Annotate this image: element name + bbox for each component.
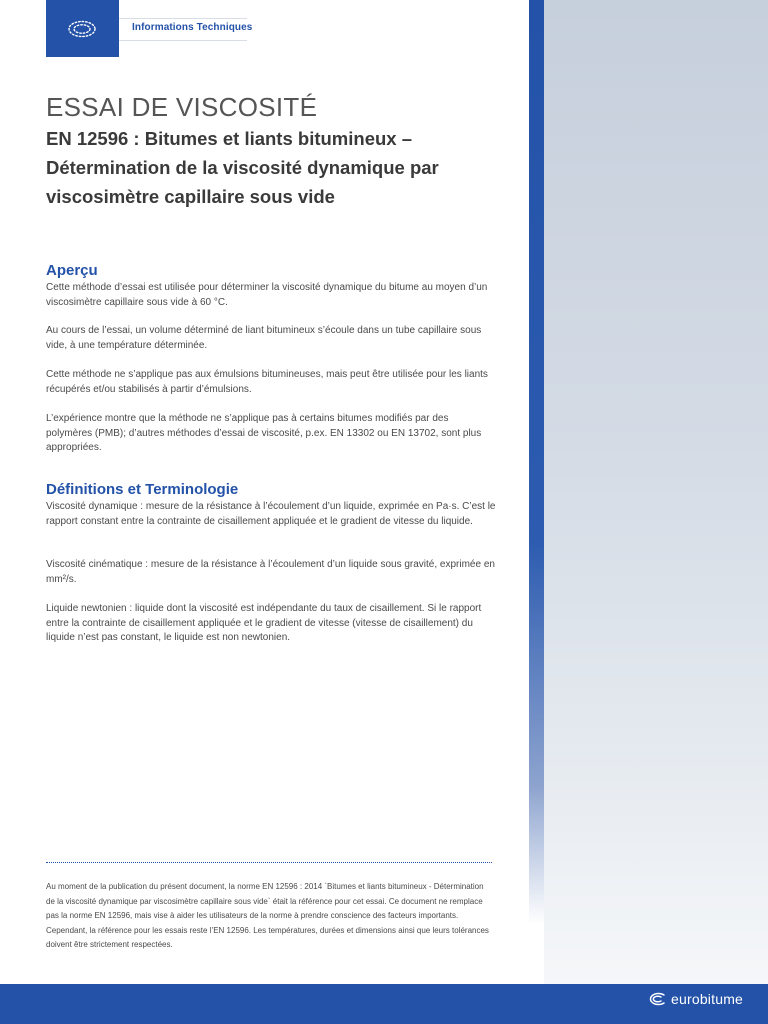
footer-logo [648,991,743,1007]
document-subtitle: EN 12596 : Bitumes et liants bitumineux – Détermination de la viscosité dynamique par viscosimètre capillaire sous vide [46,128,439,207]
eurobitume-logo-icon [648,992,668,1006]
header-rule-bottom [119,40,247,41]
apercu-paragraph-2: Au cours de l’essai, un volume déterminé de liant bitumineux s’écoule dans un tube capillaire sous vide, à une température déterminée. [46,325,482,351]
side-stripe [529,0,544,984]
section-title-definitions: Définitions et Terminologie [46,481,239,498]
side-panel-gradient [529,0,768,984]
document-title: ESSAI DE VISCOSITÉ [46,92,318,122]
section-title-apercu: Aperçu [46,262,98,279]
eurobitume-logo-icon [66,19,98,39]
apercu-paragraph-4: L’expérience montre que la méthode ne s’applique pas à certains bitumes modifiés par des polymères (PMB); d’autres méthodes d’essai de viscosité, p.ex. EN 13302 ou EN 13702, sont plus appropriées. [46,413,482,454]
header-logo-box [46,0,119,57]
header-rule-top [119,18,247,19]
footnote-separator [46,862,492,863]
definition-viscosite-cinematique: Viscosité cinématique : mesure de la résistance à l’écoulement d’un liquide sous gravité, exprimée en mm²/s. [46,559,495,585]
apercu-paragraph-1: Cette méthode d’essai est utilisée pour déterminer la viscosité dynamique du bitume au moyen d’un viscosimètre capillaire sous vide à 60 °C. [46,282,488,308]
footnote: Au moment de la publication du présent document, la norme EN 12596 : 2014 `Bitumes et liants bitumineux - Détermination de la viscosité dynamique par viscosimètre capillaire sous vide` était la référence pour cet essai. Ce document ne remplace pas la norme EN 12596, mais vise à aider les utilisateurs de la norme à prendre conscience des facteurs importants. Cependant, la référence pour les essais reste l’EN 12596. Les températures, durées et dimensions ainsi que leurs tolérances doivent être strictement respectées. [46,882,489,950]
header-label: Informations Techniques [132,22,253,33]
footer-brand: eurobitume [671,991,744,1007]
definition-liquide-newtonien: Liquide newtonien : liquide dont la viscosité est indépendante du taux de cisaillement. Si le rapport entre la contrainte de cisaillement appliquée et le gradient de vitesse (vitesse de cisaillement) du liquide n’est pas constant, le liquide est non newtonien. [46,603,482,644]
definition-viscosite-dynamique: Viscosité dynamique : mesure de la résistance à l’écoulement d’un liquide, exprimée en Pa·s. C’est le rapport constant entre la contrainte de cisaillement appliquée et le gradient de vitesse du liquide. [46,501,496,527]
apercu-paragraph-3: Cette méthode ne s’applique pas aux émulsions bitumineuses, mais peut être utilisée pour les liants récupérés et/ou stabilisés à partir d’émulsions. [46,369,488,395]
